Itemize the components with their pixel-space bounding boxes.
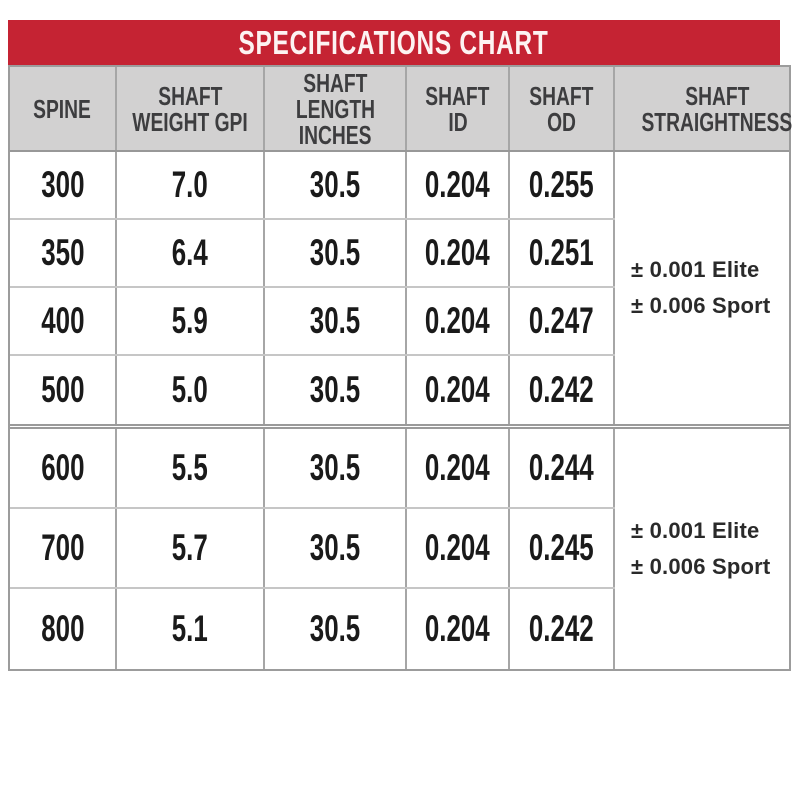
header-label: WEIGHT GPI — [132, 106, 248, 137]
cell-id: 0.204 — [407, 220, 510, 286]
header-label: SHAFT — [529, 80, 594, 111]
specifications-table — [8, 65, 791, 671]
header-label: ID — [447, 106, 468, 137]
header-shaft-weight-gpi — [117, 67, 265, 150]
header-label: SHAFT — [684, 80, 749, 111]
spine-group-300-500 — [10, 152, 789, 424]
header-label: OD — [547, 106, 576, 137]
table-row — [10, 220, 615, 288]
straightness-sport: ± 0.006 Sport — [631, 293, 771, 318]
cell-spine: 350 — [10, 220, 117, 286]
cell-spine: 500 — [10, 356, 117, 424]
header-label: SHAFT — [157, 80, 223, 111]
cell-length: 30.5 — [265, 509, 407, 587]
cell-weight: 6.4 — [117, 220, 265, 286]
cell-spine: 700 — [10, 509, 117, 587]
cell-straightness — [615, 429, 789, 669]
cell-id: 0.204 — [407, 356, 510, 424]
cell-spine: 300 — [10, 152, 117, 218]
table-row — [10, 152, 615, 220]
cell-od: 0.242 — [510, 589, 615, 669]
cell-id: 0.204 — [407, 509, 510, 587]
spine-group-600-800 — [10, 424, 789, 669]
cell-weight: 5.5 — [117, 429, 265, 507]
cell-length: 30.5 — [265, 220, 407, 286]
cell-weight: 5.7 — [117, 509, 265, 587]
header-shaft-od — [510, 67, 615, 150]
cell-id: 0.204 — [407, 589, 510, 669]
cell-od: 0.242 — [510, 356, 615, 424]
cell-id: 0.204 — [407, 429, 510, 507]
cell-od: 0.247 — [510, 288, 615, 354]
table-header-row — [10, 67, 793, 152]
header-shaft-length-inches — [265, 67, 407, 150]
cell-length: 30.5 — [265, 429, 407, 507]
cell-od: 0.244 — [510, 429, 615, 507]
header-label: SHAFT — [425, 80, 490, 111]
cell-od: 0.255 — [510, 152, 615, 218]
table-row — [10, 429, 615, 509]
header-label: LENGTH — [295, 93, 375, 124]
table-row — [10, 288, 615, 356]
chart-title-banner — [8, 20, 780, 65]
table-row — [10, 509, 615, 589]
cell-id: 0.204 — [407, 152, 510, 218]
chart-title: SPECIFICATIONS CHART — [238, 23, 550, 61]
header-shaft-straightness — [615, 67, 800, 150]
header-label: SHAFT — [302, 67, 368, 98]
cell-length: 30.5 — [265, 356, 407, 424]
header-label: SPINE — [33, 93, 92, 124]
header-label: INCHES — [298, 119, 372, 150]
cell-weight: 5.0 — [117, 356, 265, 424]
cell-spine: 400 — [10, 288, 117, 354]
cell-id: 0.204 — [407, 288, 510, 354]
straightness-sport: ± 0.006 Sport — [631, 554, 771, 579]
table-row — [10, 356, 615, 424]
cell-length: 30.5 — [265, 589, 407, 669]
header-label: STRAIGHTNESS — [641, 106, 793, 137]
cell-spine: 800 — [10, 589, 117, 669]
cell-weight: 5.9 — [117, 288, 265, 354]
cell-od: 0.245 — [510, 509, 615, 587]
cell-weight: 7.0 — [117, 152, 265, 218]
cell-length: 30.5 — [265, 288, 407, 354]
straightness-elite: ± 0.001 Elite — [631, 257, 760, 282]
straightness-elite: ± 0.001 Elite — [631, 518, 760, 543]
cell-spine: 600 — [10, 429, 117, 507]
header-shaft-id — [407, 67, 510, 150]
cell-length: 30.5 — [265, 152, 407, 218]
header-spine — [10, 67, 117, 150]
cell-straightness — [615, 152, 789, 424]
cell-weight: 5.1 — [117, 589, 265, 669]
cell-od: 0.251 — [510, 220, 615, 286]
table-row — [10, 589, 615, 669]
